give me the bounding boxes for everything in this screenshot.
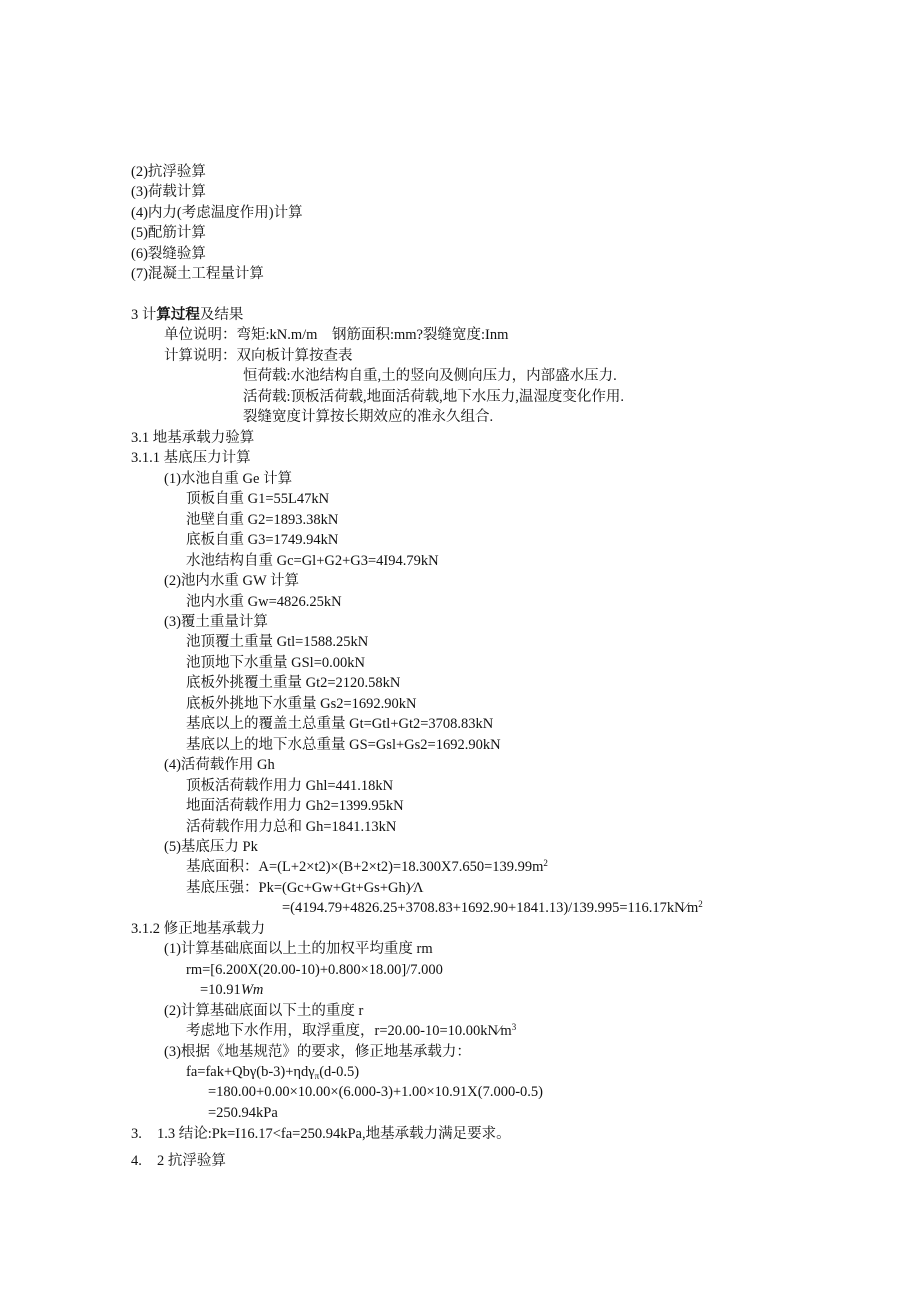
- conclusion-text: 1.3 结论:Pk=I16.17<fa=250.94kPa,地基承载力满足要求。: [157, 1126, 511, 1142]
- item-title: (2)计算基础底面以下土的重度 r: [164, 1003, 364, 1019]
- toc-item: (2)抗浮验算: [131, 164, 206, 180]
- calc-line: $=(4194.79+4826.25+3708.83+1692.90+1841.13)/139.995=116.17kN∕m^2$: [282, 899, 703, 916]
- calc-line: 基底以上的覆盖土总重量 Gt=Gtl+Gt2=3708.83kN: [186, 716, 494, 732]
- live-load-note: 活荷载:顶板活荷载,地面活荷载,地下水压力,温湿度变化作用.: [243, 389, 625, 405]
- calc-line: 底板外挑地下水重量 Gs2=1692.90kN: [186, 696, 417, 712]
- calc-line: 底板外挑覆土重量 Gt2=2120.58kN: [186, 675, 401, 691]
- calc-line: 池内水重 Gw=4826.25kN: [186, 594, 342, 610]
- toc-item: (5)配筋计算: [131, 225, 206, 241]
- calc-line: 活荷载作用力总和 Gh=1841.13kN: [186, 819, 397, 835]
- calc-line: 池顶覆土重量 Gtl=1588.25kN: [186, 634, 369, 650]
- toc-item: (7)混凝土工程量计算: [131, 266, 264, 282]
- calc-line: rm=[6.200X(20.00-10)+0.800×18.00]/7.000: [186, 962, 443, 978]
- calc-note: 计算说明：双向板计算按查表: [164, 348, 353, 364]
- item-title: (3)根据《地基规范》的要求，修正地基承载力：: [164, 1044, 471, 1060]
- calc-line: 水池结构自重 Gc=Gl+G2+G3=4I94.79kN: [186, 553, 439, 569]
- toc-item: (4)内力(考虑温度作用)计算: [131, 205, 303, 221]
- conclusion-number: 3.: [131, 1126, 142, 1142]
- toc-item: (6)裂缝验算: [131, 246, 206, 262]
- subsection-heading: 3.1 地基承载力验算: [131, 430, 255, 446]
- item-title: (1)水池自重 Ge 计算: [164, 471, 293, 487]
- calc-line: 底板自重 G3=1749.94kN: [186, 532, 339, 548]
- toc-item: (3)荷载计算: [131, 184, 206, 200]
- calc-line: 顶板自重 G1=55L47kN: [186, 491, 330, 507]
- item-title: (3)覆土重量计算: [164, 614, 268, 630]
- item-title: (5)基底压力 Pk: [164, 839, 258, 855]
- section-heading: 3 计算过程及结果: [131, 307, 244, 323]
- units-note: 单位说明：弯矩:kN.m/m 钢筋面积:mm?裂缝宽度:Inm: [164, 327, 509, 343]
- subsection-heading: 3.1.1 基底压力计算: [131, 450, 251, 466]
- calc-line: fa=fak+Qbγ(b-3)+ηdγ$_\pi$(d-0.5): [186, 1064, 360, 1081]
- calc-line: =10.91Wm: [200, 982, 264, 998]
- calc-line: 基底面积：$A=(L+2\times t2)\times(B+2\times t2)=18.300X7.650=139.99m^2$: [186, 858, 548, 875]
- calc-line: 池壁自重 G2=1893.38kN: [186, 512, 339, 528]
- calc-line: 池顶地下水重量 GSl=0.00kN: [186, 655, 365, 671]
- next-section-heading: 2 抗浮验算: [157, 1153, 226, 1169]
- dead-load-note: 恒荷载:水池结构自重,土的竖向及侧向压力，内部盛水压力.: [243, 368, 617, 384]
- crack-note: 裂缝宽度计算按长期效应的准永久组合.: [243, 409, 494, 425]
- calc-line: 基底以上的地下水总重量 GS=Gsl+Gs2=1692.90kN: [186, 737, 501, 753]
- item-title: (1)计算基础底面以上土的加权平均重度 rm: [164, 941, 433, 957]
- calc-line: 考虑地下水作用，取浮重度，$r=20.00-10=10.00kN∕m^3$: [186, 1022, 517, 1039]
- calc-line: =180.00+0.00×10.00×(6.000-3)+1.00×10.91X(7.000-0.5): [208, 1084, 544, 1100]
- calc-line: 基底压强：Pk=(Gc+Gw+Gt+Gs+Gh)∕Λ: [186, 880, 424, 896]
- subsection-heading: 3.1.2 修正地基承载力: [131, 921, 266, 937]
- calc-line: =250.94kPa: [208, 1105, 278, 1121]
- calc-line: 地面活荷载作用力 Gh2=1399.95kN: [186, 798, 404, 814]
- next-section-number: 4.: [131, 1153, 142, 1169]
- item-title: (2)池内水重 GW 计算: [164, 573, 300, 589]
- item-title: (4)活荷载作用 Gh: [164, 757, 275, 773]
- calc-line: 顶板活荷载作用力 Ghl=441.18kN: [186, 778, 394, 794]
